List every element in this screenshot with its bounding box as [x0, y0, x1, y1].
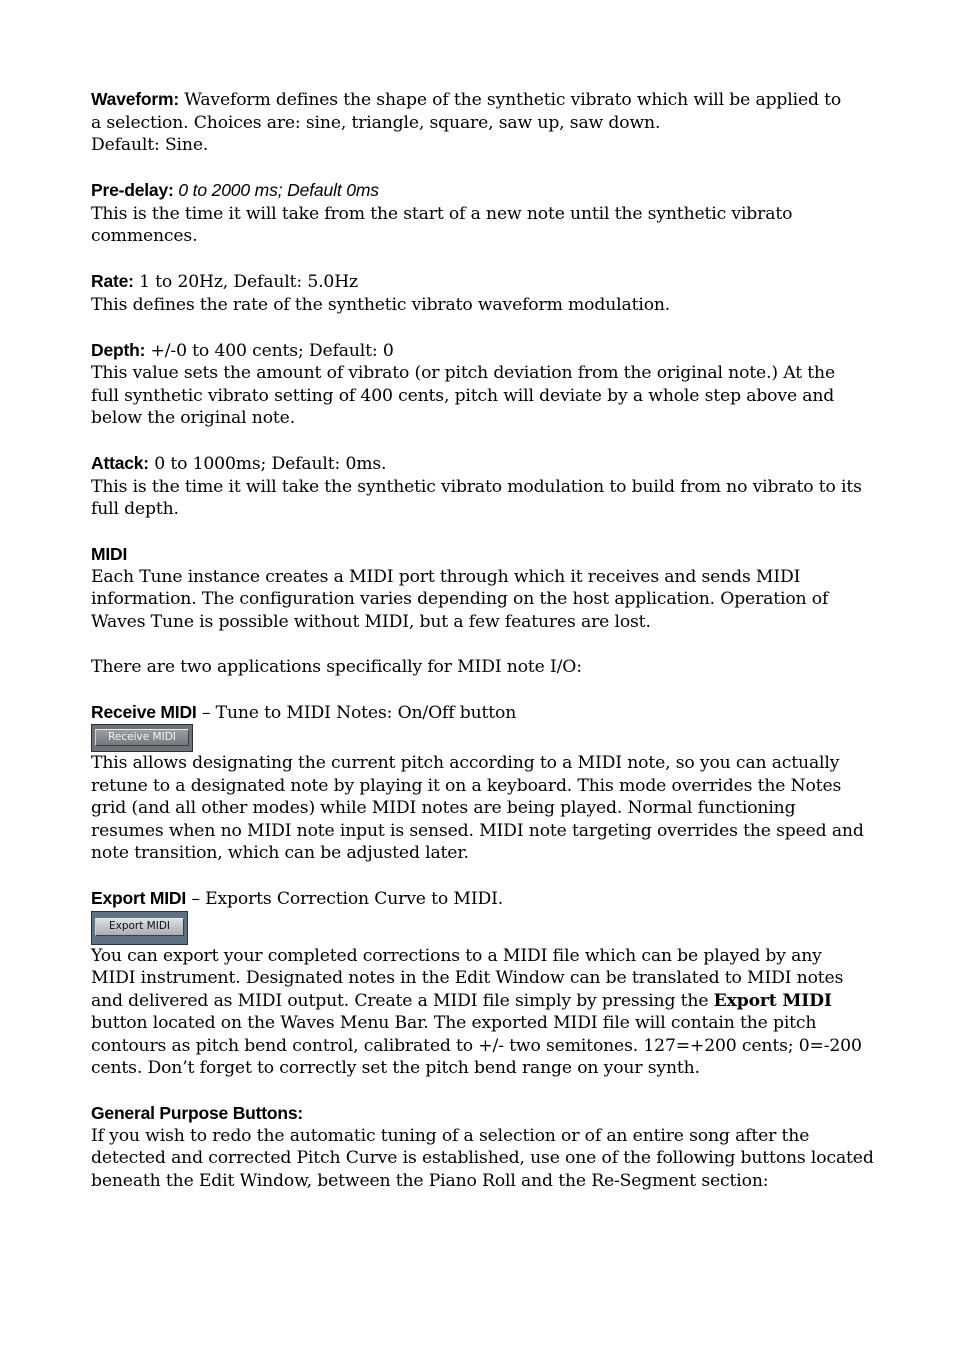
attack-line-0 [91, 452, 866, 476]
receive-midi-line-4: resumes when no MIDI note input is sensed. MIDI note targeting overrides the speed and [91, 820, 864, 841]
export-midi-line-3 [91, 990, 866, 1013]
receive-midi-line-3: grid (and all other modes) while MIDI notes are being played. Normal functioning [91, 798, 796, 818]
export-midi-section [91, 887, 866, 1080]
predelay-section [91, 179, 866, 248]
export-midi-line-1: You can export your completed corrections to a MIDI file which can be played by any [91, 945, 822, 966]
receive-midi-line-5: note transition, which can be adjusted later. [91, 843, 469, 863]
export-midi-title-line [91, 887, 866, 911]
document-page [91, 88, 874, 1215]
rate-line-0 [91, 270, 866, 294]
predelay-label: Pre-delay: [91, 180, 174, 200]
export-midi-line-3a: and delivered as MIDI output. Create a MIDI file simply by pressing the [91, 990, 714, 1011]
midi-line-2: information. The configuration varies depending on the host application. Operation of [91, 589, 829, 609]
receive-midi-label: Receive MIDI [91, 701, 197, 722]
waveform-text-1: Waveform defines the shape of the synthetic vibrato which will be applied to [178, 90, 842, 110]
general-line-1: If you wish to redo the automatic tuning of a selection or of an entire song after the [91, 1125, 810, 1146]
predelay-line-2: commences. [91, 226, 198, 246]
receive-midi-button-label: Receive MIDI [95, 729, 189, 746]
receive-midi-section [91, 701, 866, 865]
rate-line-1: This defines the rate of the synthetic vibrato waveform modulation. [91, 294, 671, 315]
export-midi-button-label: Export MIDI [95, 918, 184, 936]
attack-line-1: This is the time it will take the synthetic vibrato modulation to build from no vibrato to its [91, 476, 862, 497]
midi-apps-section [91, 656, 866, 679]
export-midi-label: Export MIDI [91, 888, 187, 908]
attack-label: Attack: [91, 453, 149, 473]
export-midi-inline-bold: Export MIDI [713, 990, 832, 1011]
receive-midi-button-image [91, 724, 193, 752]
waveform-line-2: a selection. Choices are: sine, triangle, square, saw up, saw down. [91, 112, 661, 133]
midi-heading: MIDI [91, 544, 128, 564]
waveform-line-3: Default: Sine. [91, 135, 209, 155]
waveform-label: Waveform: [91, 89, 179, 109]
receive-midi-line-1: This allows designating the current pitch according to a MIDI note, so you can actually [91, 753, 840, 773]
attack-line-2: full depth. [91, 499, 179, 519]
export-midi-line-4: button located on the Waves Menu Bar. The exported MIDI file will contain the pitch [91, 1013, 817, 1033]
depth-label: Depth: [91, 339, 146, 360]
export-midi-button-image [91, 911, 188, 945]
waveform-section [91, 88, 866, 157]
predelay-line-1: This is the time it will take from the start of a new note until the synthetic vibrato [91, 203, 793, 224]
rate-section [91, 270, 866, 316]
depth-line-1: This value sets the amount of vibrato (or pitch deviation from the original note.) At the [91, 363, 835, 383]
receive-midi-title-line [91, 701, 866, 725]
depth-line-2: full synthetic vibrato setting of 400 cents, pitch will deviate by a whole step above and [91, 385, 835, 406]
predelay-range: 0 to 2000 ms; Default 0ms [173, 180, 379, 200]
attack-section [91, 452, 866, 521]
depth-range: +/-0 to 400 cents; Default: 0 [145, 340, 394, 361]
predelay-line-0 [91, 179, 866, 203]
receive-midi-desc: – Tune to MIDI Notes: On/Off button [196, 702, 517, 723]
depth-line-0 [91, 339, 866, 363]
waveform-line-1 [91, 88, 866, 112]
midi-apps-line: There are two applications specifically for MIDI note I/O: [91, 656, 582, 677]
depth-section [91, 339, 866, 430]
export-midi-desc: – Exports Correction Curve to MIDI. [186, 889, 504, 909]
export-midi-line-5: contours as pitch bend control, calibrated to +/- two semitones. 127=+200 cents; 0=-200 [91, 1035, 862, 1056]
general-line-3: beneath the Edit Window, between the Piano Roll and the Re-Segment section: [91, 1170, 769, 1191]
midi-line-1: Each Tune instance creates a MIDI port through which it receives and sends MIDI [91, 566, 801, 587]
general-line-2: detected and corrected Pitch Curve is established, use one of the following buttons located [91, 1148, 874, 1168]
export-midi-line-6: cents. Don’t forget to correctly set the pitch bend range on your synth. [91, 1058, 700, 1078]
attack-range: 0 to 1000ms; Default: 0ms. [148, 454, 387, 474]
export-midi-line-2: MIDI instrument. Designated notes in the Edit Window can be translated to MIDI notes [91, 968, 844, 988]
general-heading: General Purpose Buttons: [91, 1103, 304, 1123]
rate-range: 1 to 20Hz, Default: 5.0Hz [133, 272, 358, 292]
depth-line-3: below the original note. [91, 408, 296, 428]
midi-section [91, 543, 866, 633]
midi-line-3: Waves Tune is possible without MIDI, but a few features are lost. [91, 611, 651, 632]
general-section [91, 1102, 874, 1192]
rate-label: Rate: [91, 271, 134, 291]
receive-midi-line-2: retune to a designated note by playing it on a keyboard. This mode overrides the Notes [91, 775, 842, 796]
